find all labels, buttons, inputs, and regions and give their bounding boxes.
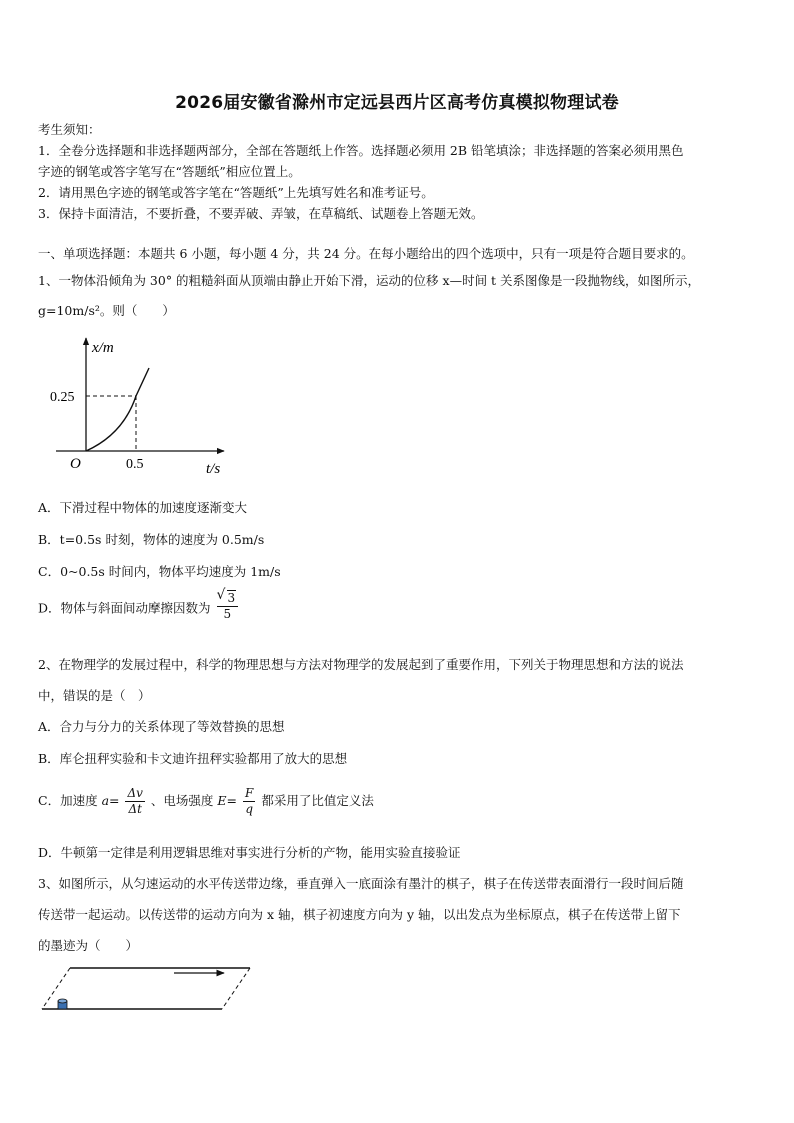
q1-option-d-fraction [217, 590, 239, 622]
q2-option-c-accel-den: Δt [128, 802, 142, 816]
q3-stem-line1: 3、如图所示，从匀速运动的水平传送带边缘，垂直弹入一底面涂有墨汁的棋子，棋子在传送带表面滑行一段时间后随 [38, 876, 684, 891]
q2-option-c-eq2: = [226, 793, 238, 808]
q2-option-c-field-fraction [243, 786, 255, 817]
q2-option-b: B．库仑扭秤实验和卡文迪许扭秤实验都用了放大的思想 [38, 751, 348, 766]
q1-xt-graph [36, 334, 236, 479]
q2-option-c-suffix: 都采用了比值定义法 [261, 793, 374, 808]
q1-option-d-numerator: 3 [227, 591, 236, 605]
q2-stem-line1: 2、在物理学的发展过程中，科学的物理思想与方法对物理学的发展起到了重要作用，下列关于物理思想和方法的说法 [38, 657, 684, 672]
parabola-curve [86, 368, 149, 451]
q2-option-c [38, 786, 374, 817]
y-axis-label: x/m [92, 340, 114, 356]
y-tick-label: 0.25 [50, 390, 75, 405]
q2-option-c-accel-num: Δv [127, 786, 143, 800]
q1-stem-line2: g=10m/s²。则（ ） [38, 303, 175, 318]
q2-option-c-a: a [101, 793, 110, 808]
notice-heading: 考生须知： [38, 122, 101, 137]
x-axis-label: t/s [206, 461, 221, 477]
notice-item-1: 1．全卷分选择题和非选择题两部分，全部在答题纸上作答。选择题必须用 2B 铅笔填涂；非选择题的答案必须用黑色 [38, 143, 684, 158]
section-heading: 一、单项选择题：本题共 6 小题，每小题 4 分，共 24 分。在每小题给出的四个选项中，只有一项是符合题目要求的。 [38, 246, 694, 261]
q3-stem-line2: 传送带一起运动。以传送带的运动方向为 x 轴，棋子初速度方向为 y 轴，以出发点为坐标原点，棋子在传送带上留下 [38, 907, 681, 922]
q1-option-a: A．下滑过程中物体的加速度逐渐变大 [38, 500, 248, 515]
q2-option-c-eq1: = [109, 793, 120, 808]
origin-label: O [70, 456, 81, 472]
q3-conveyor-figure [38, 963, 254, 1015]
q2-option-c-E: E [217, 793, 227, 808]
q2-option-a: A．合力与分力的关系体现了等效替换的思想 [38, 719, 285, 734]
q2-option-c-prefix: C．加速度 [38, 793, 98, 808]
q2-option-c-accel-fraction [125, 786, 144, 817]
q3-stem-line3: 的墨迹为（ ） [38, 938, 139, 953]
notice-item-1-cont: 字迹的钢笔或答字笔写在“答题纸”相应位置上。 [38, 164, 301, 179]
chess-piece-icon [58, 999, 67, 1009]
page-title: 2026届安徽省滁州市定远县西片区高考仿真模拟物理试卷 [175, 93, 619, 113]
notice-item-2: 2．请用黑色字迹的钢笔或答字笔在“答题纸”上先填写姓名和准考证号。 [38, 185, 434, 200]
q1-stem-line1: 1、一物体沿倾角为 30° 的粗糙斜面从顶端由静止开始下滑，运动的位移 x—时间 t 关系图像是一段抛物线，如图所示， [38, 273, 701, 288]
q1-option-d [38, 591, 240, 622]
notice-item-3: 3．保持卡面清洁，不要折叠，不要弄破、弄皱，在草稿纸、试题卷上答题无效。 [38, 206, 484, 221]
q2-option-d: D．牛顿第一定律是利用逻辑思维对事实进行分析的产物，能用实验直接验证 [38, 845, 461, 860]
q2-stem-line2: 中，错误的是（ ） [38, 688, 151, 703]
q1-option-d-denominator: 5 [223, 607, 232, 621]
q1-option-d-text: D．物体与斜面间动摩擦因数为 [38, 600, 211, 616]
q2-option-c-field-den: q [245, 802, 254, 816]
q2-option-c-mid: 、电场强度 [150, 793, 214, 808]
q1-option-b: B．t=0.5s 时刻，物体的速度为 0.5m/s [38, 532, 265, 547]
q1-option-c: C．0~0.5s 时间内，物体平均速度为 1m/s [38, 564, 281, 579]
belt-right-side [222, 968, 250, 1009]
x-tick-label: 0.5 [126, 457, 144, 472]
q2-option-c-field-num: F [245, 786, 254, 800]
